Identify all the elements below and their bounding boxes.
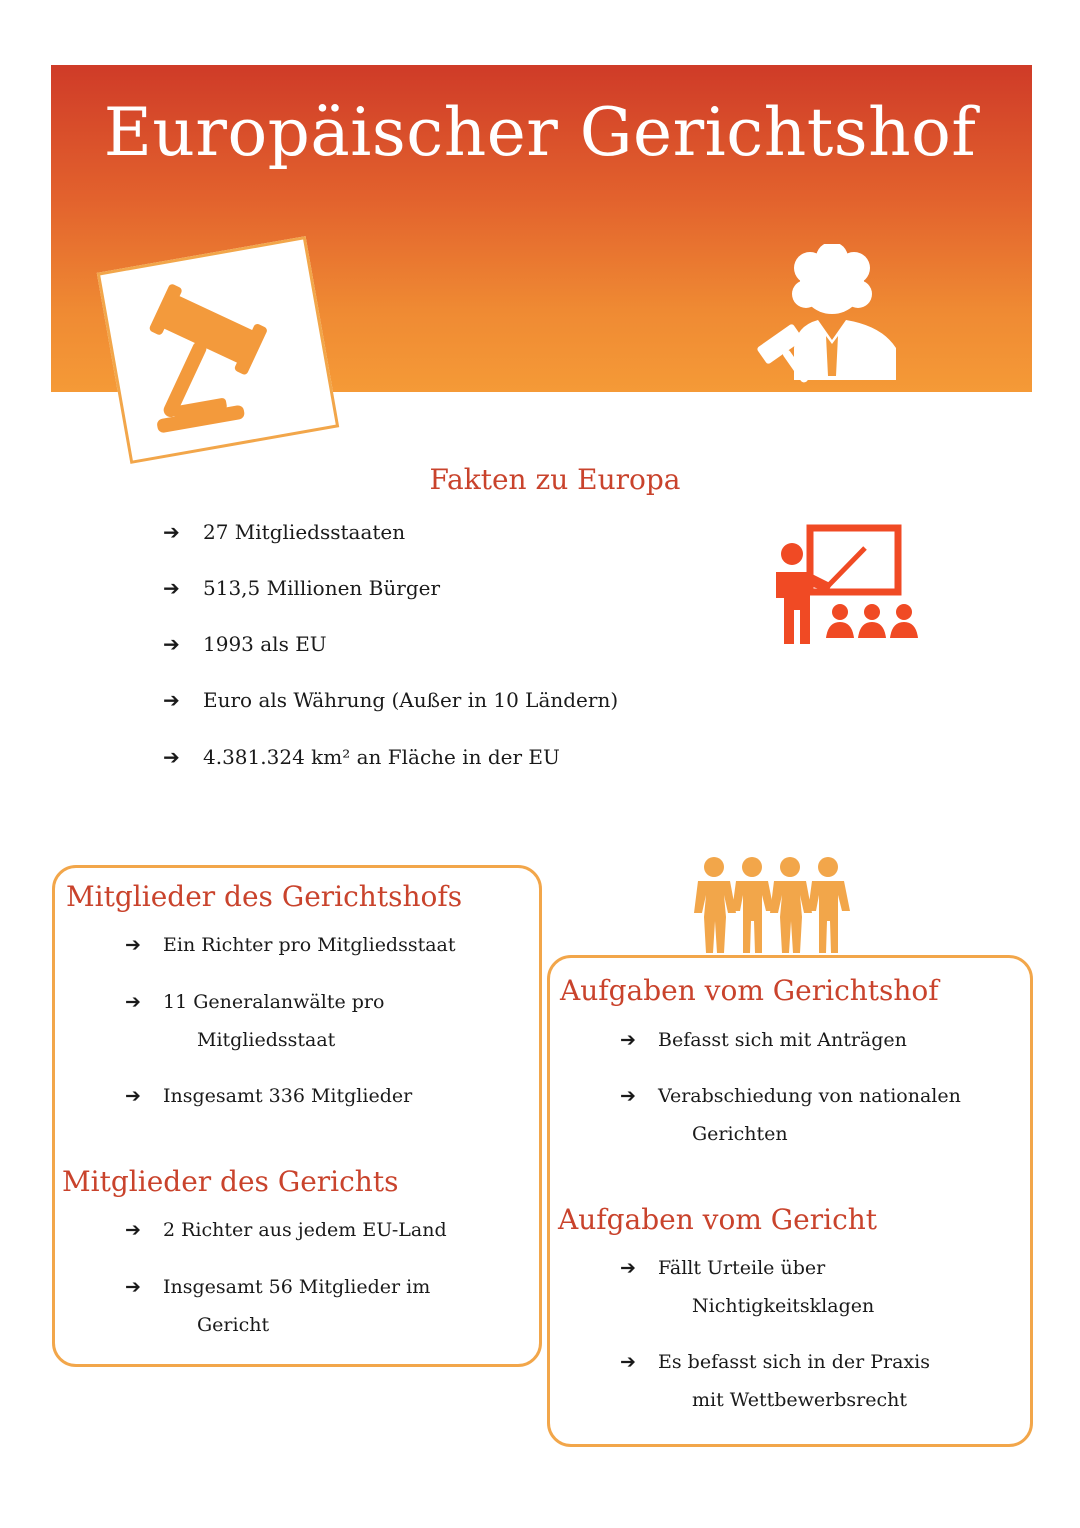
arrow-icon: ➔	[163, 520, 180, 544]
list-item: ➔ 2 Richter aus jedem EU-Land	[125, 1211, 447, 1249]
arrow-icon: ➔	[125, 1085, 141, 1107]
members-general-court-heading: Mitglieder des Gerichts	[62, 1165, 399, 1198]
fact-item: ➔ 513,5 Millionen Bürger	[163, 576, 441, 600]
arrow-icon: ➔	[620, 1351, 636, 1373]
fact-item: ➔ 4.381.324 km² an Fläche in der EU	[163, 745, 560, 769]
arrow-icon: ➔	[125, 1219, 141, 1241]
fact-item: ➔ Euro als Währung (Außer in 10 Ländern)	[163, 688, 619, 712]
arrow-icon: ➔	[163, 745, 180, 769]
arrow-icon: ➔	[163, 632, 180, 656]
arrow-icon: ➔	[125, 991, 141, 1013]
list-item: ➔ Insgesamt 56 Mitglieder im Gericht	[125, 1268, 430, 1344]
members-court-heading: Mitglieder des Gerichtshofs	[66, 880, 463, 913]
arrow-icon: ➔	[125, 1276, 141, 1298]
list-item: ➔ Befasst sich mit Anträgen	[620, 1021, 907, 1059]
fact-item: ➔ 27 Mitgliedsstaaten	[163, 520, 406, 544]
arrow-icon: ➔	[620, 1029, 636, 1051]
arrow-icon: ➔	[620, 1085, 636, 1107]
list-item: ➔ Es befasst sich in der Praxis mit Wettbewerbsrecht	[620, 1343, 930, 1419]
people-group-icon	[690, 855, 860, 955]
list-item: ➔ 11 Generalanwälte pro Mitgliedsstaat	[125, 983, 384, 1059]
judge-icon	[752, 244, 902, 384]
list-item: ➔ Fällt Urteile über Nichtigkeitsklagen	[620, 1249, 874, 1325]
fact-item: ➔ 1993 als EU	[163, 632, 327, 656]
list-item: ➔ Insgesamt 336 Mitglieder	[125, 1077, 412, 1115]
arrow-icon: ➔	[125, 934, 141, 956]
tasks-general-court-heading: Aufgaben vom Gericht	[558, 1203, 878, 1236]
gavel-icon	[114, 252, 320, 446]
tasks-court-heading: Aufgaben vom Gerichtshof	[560, 974, 939, 1007]
page-title: Europäischer Gerichtshof	[103, 94, 977, 171]
gavel-card	[97, 236, 339, 464]
arrow-icon: ➔	[163, 576, 180, 600]
list-item: ➔ Verabschiedung von nationalen Gerichten	[620, 1077, 961, 1153]
facts-heading: Fakten zu Europa	[429, 463, 681, 496]
list-item: ➔ Ein Richter pro Mitgliedsstaat	[125, 926, 456, 964]
arrow-icon: ➔	[163, 688, 180, 712]
teacher-presentation-icon	[770, 522, 920, 647]
arrow-icon: ➔	[620, 1257, 636, 1279]
